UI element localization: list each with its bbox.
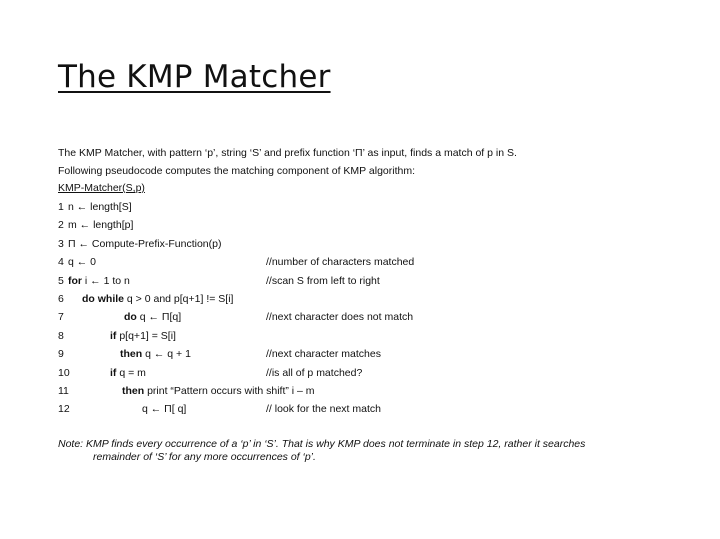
code-text — [142, 400, 186, 418]
code-text — [68, 235, 221, 253]
code-text — [68, 198, 132, 216]
code-fragment: p[q+1] = S[i] — [116, 329, 176, 342]
code-fragment: q ← Π[q] — [136, 311, 182, 324]
line-number: 10 — [58, 366, 70, 379]
code-comment: // look for the next match — [266, 403, 381, 416]
intro-line-1: The KMP Matcher, with pattern ‘p’, string ‘S’ and prefix function ‘Π’ as input, finds a match of p in S. — [58, 147, 517, 159]
code-fragment: q ← q + 1 — [142, 348, 191, 361]
code-text — [68, 253, 96, 271]
code-text — [68, 272, 130, 290]
code-comment: //number of characters matched — [266, 256, 415, 269]
code-text — [110, 327, 176, 345]
note-line-2: remainder of ‘S’ for any more occurrences of ‘p’. — [93, 451, 316, 463]
code-text — [124, 308, 181, 326]
line-number: 11 — [58, 385, 69, 397]
keyword: for — [68, 274, 82, 287]
line-number: 12 — [58, 403, 70, 416]
intro-text — [58, 145, 698, 198]
keyword: do — [124, 311, 137, 324]
line-number: 6 — [58, 293, 64, 305]
code-fragment: i ← 1 to n — [82, 274, 130, 287]
note-line-1: Note: KMP finds every occurrence of a ‘p’ in ‘S’. That is why KMP does not terminate in step 12, rather it searches — [58, 438, 586, 450]
line-number: 7 — [58, 311, 64, 324]
code-comment: //scan S from left to right — [266, 274, 380, 287]
code-fragment: q > 0 and p[q+1] != S[i] — [124, 293, 234, 305]
keyword: then — [120, 348, 143, 361]
code-text — [110, 364, 146, 382]
code-fragment: q ← 0 — [68, 256, 97, 269]
code-text — [82, 290, 233, 308]
keyword: if — [110, 329, 117, 342]
keyword: then — [122, 385, 145, 397]
slide-title: The KMP Matcher — [58, 59, 331, 95]
function-signature: KMP-Matcher(S,p) — [58, 182, 145, 194]
code-fragment: Π ← Compute-Prefix-Function(p) — [68, 237, 222, 250]
line-number: 4 — [58, 256, 64, 269]
line-number: 9 — [58, 348, 64, 361]
keyword: do while — [82, 293, 124, 305]
code-text — [122, 382, 315, 400]
line-number: 8 — [58, 329, 64, 342]
code-comment: //next character matches — [266, 348, 381, 361]
code-comment: //is all of p matched? — [266, 366, 363, 379]
line-number: 1 — [58, 201, 64, 213]
code-fragment: q = m — [116, 366, 146, 379]
code-comment: //next character does not match — [266, 311, 414, 324]
code-fragment: print “Pattern occurs with shift” i – m — [144, 385, 315, 397]
note — [58, 438, 698, 464]
line-number: 5 — [58, 274, 64, 287]
line-number: 2 — [58, 219, 64, 232]
code-fragment: q ← Π[ q] — [142, 403, 187, 416]
code-fragment: m ← length[p] — [68, 219, 134, 232]
code-text — [120, 345, 191, 363]
code-fragment: n ← length[S] — [68, 201, 132, 213]
intro-line-2: Following pseudocode computes the matching component of KMP algorithm: — [58, 164, 416, 177]
keyword: if — [110, 366, 117, 379]
line-number: 3 — [58, 237, 64, 250]
code-text — [68, 216, 133, 234]
